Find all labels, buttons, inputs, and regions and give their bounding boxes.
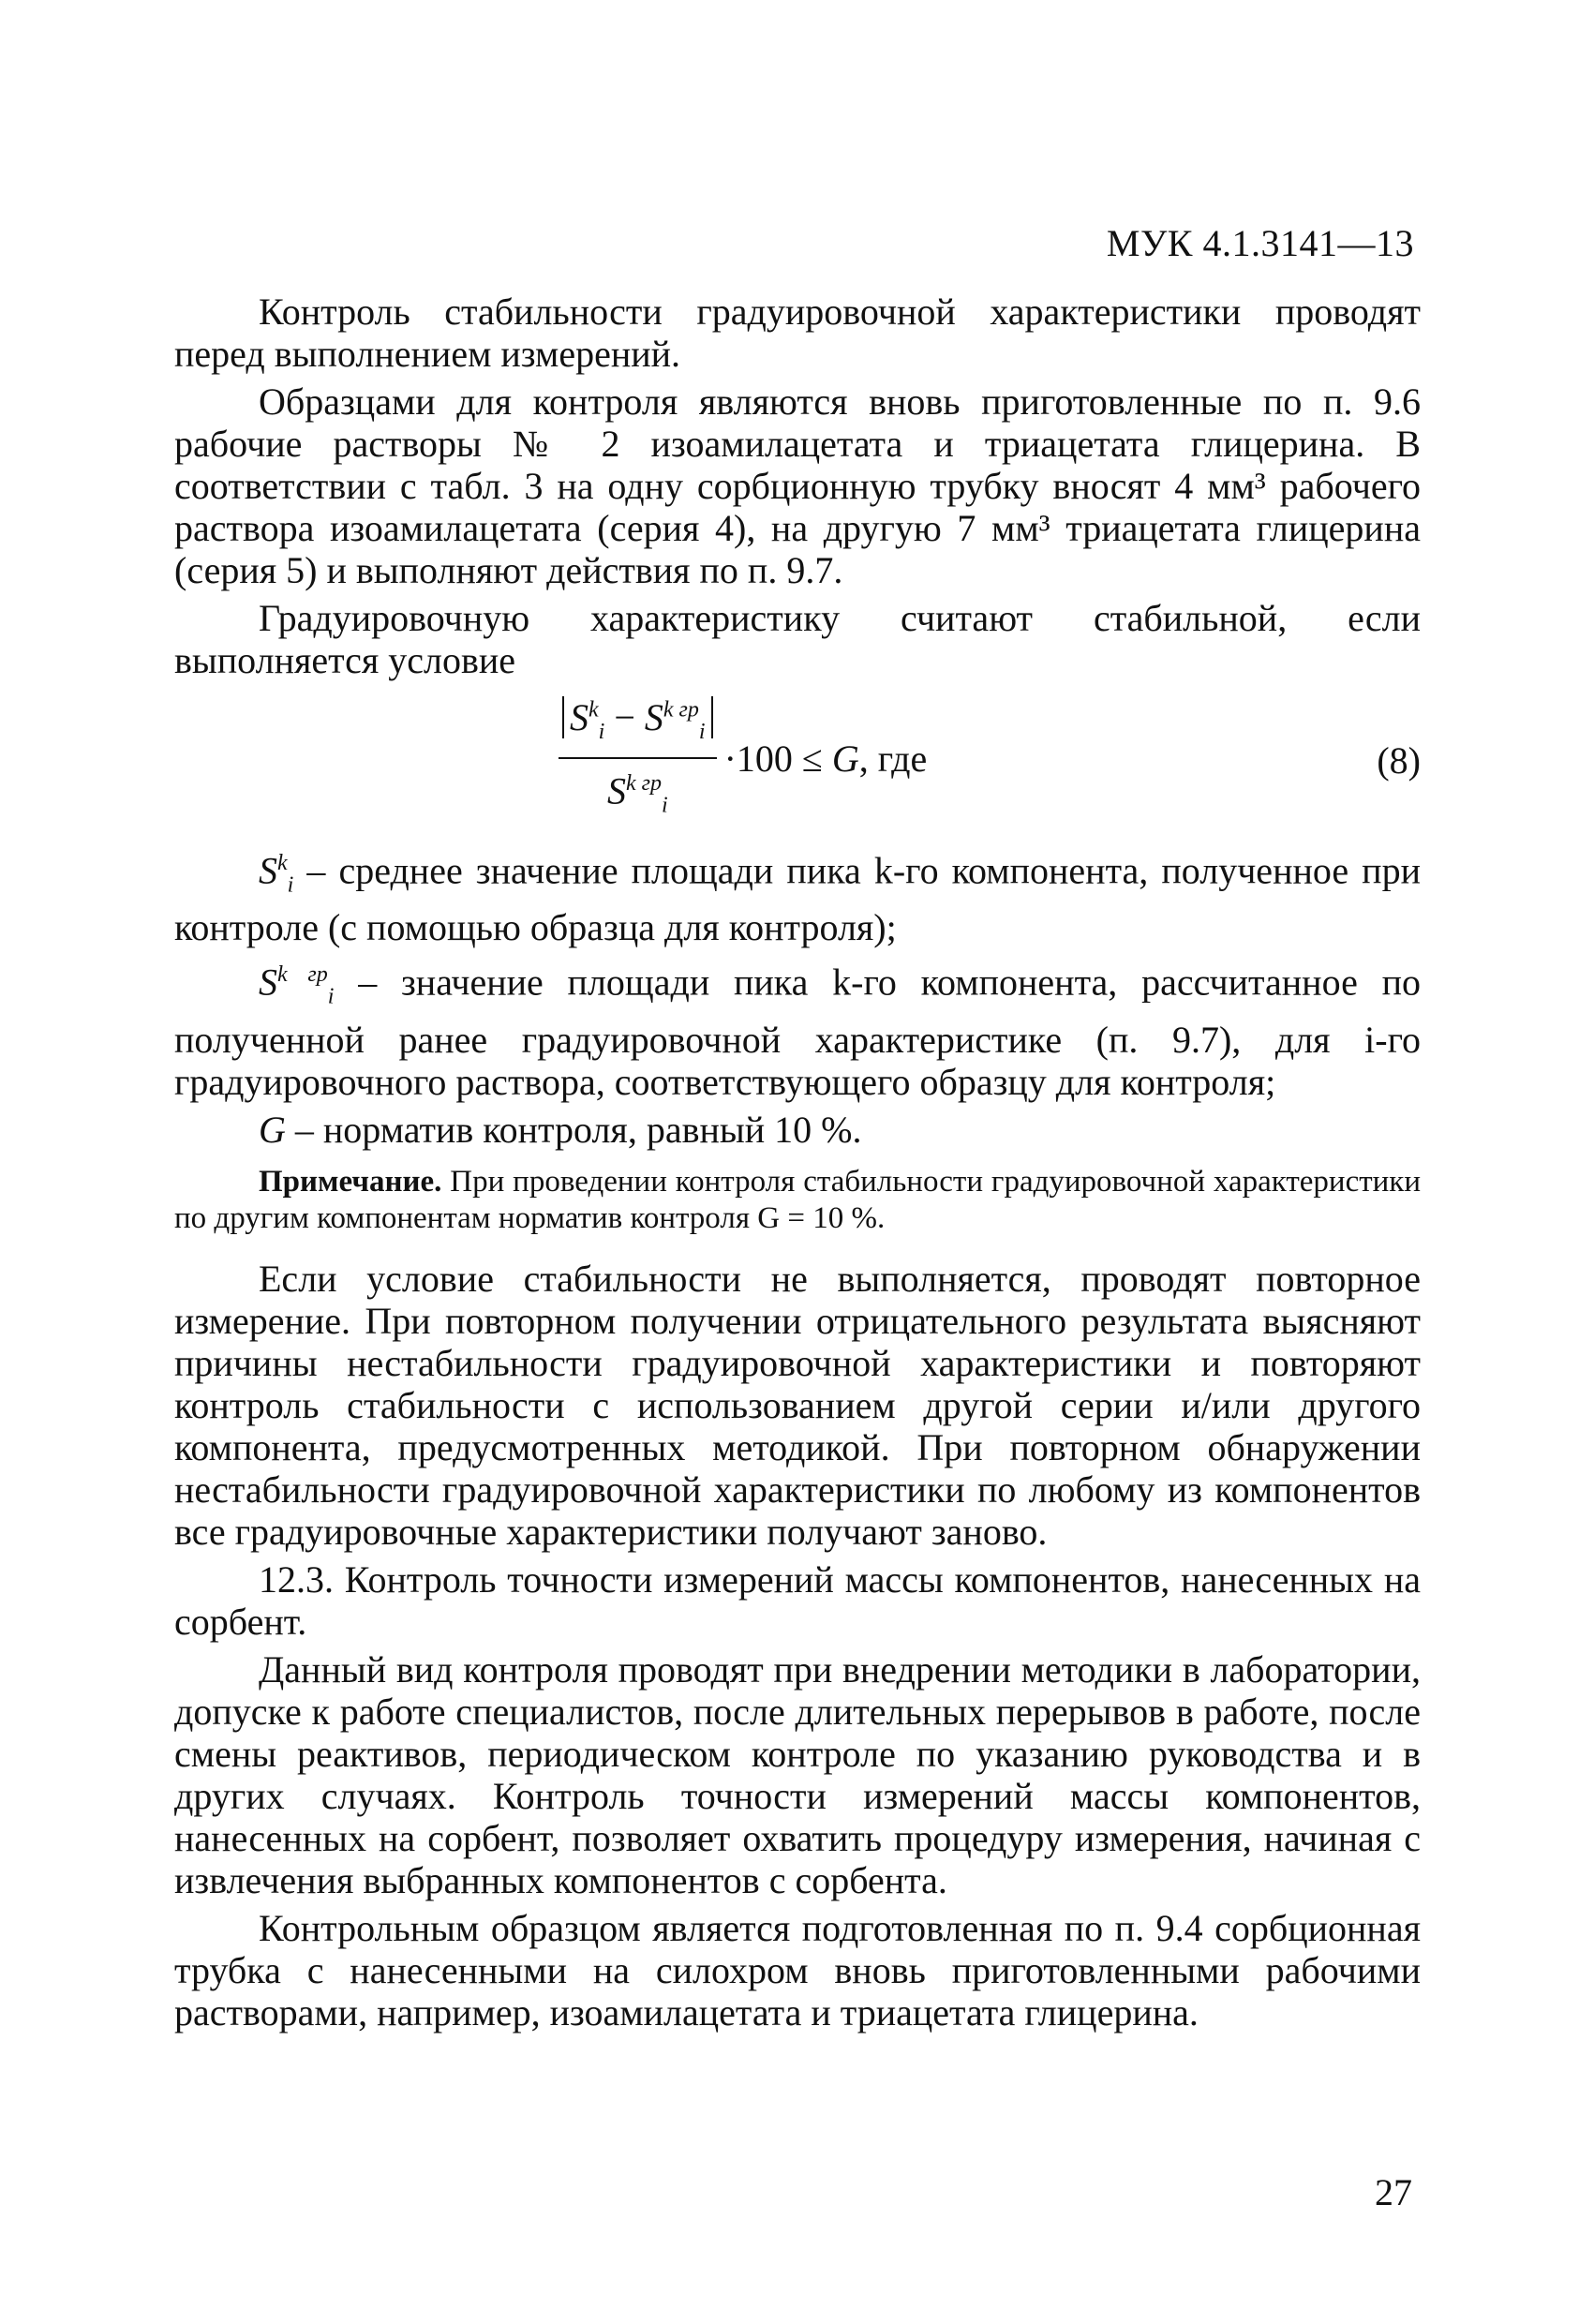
sup-k: k [277, 851, 288, 875]
minus-sign: − [614, 696, 635, 738]
where-text: , где [858, 737, 928, 780]
paragraph-condition: Градуировочную характеристику считают стабильной, если выполняется условие [174, 597, 1421, 681]
formula-expression [559, 693, 927, 824]
note [174, 1164, 1421, 1237]
definition-text: – норматив контроля, равный 10 %. [285, 1108, 862, 1151]
sup-kgr: k гр [663, 697, 699, 723]
paragraph-control-type: Данный вид контроля проводят при внедрении методики в лаборатории, допуске к работе специалистов, после длительных перерывов в работе, после смены реактивов, периодическом контроле по указанию руководства и в других случаях. Контроль точности измерений массы компонентов, нанесенных на сорбент, позволяет охватить процедуру измерения, начиная с извлечения выбранных компонентов с сорбента. [174, 1647, 1421, 1901]
formula-tail [724, 737, 928, 780]
definition-s-kgr-i [174, 954, 1421, 1102]
document-code-header: МУК 4.1.3141—13 [1106, 222, 1414, 264]
sup-kgr: k гр [625, 771, 662, 796]
var-s: S [606, 769, 626, 812]
sub-i: i [598, 720, 605, 744]
note-label: Примечание. [259, 1164, 442, 1199]
section-12-3-heading: 12.3. Контроль точности измерений массы компонентов, нанесенных на сорбент. [174, 1557, 1421, 1643]
var-s: S [570, 696, 588, 738]
var-g: G [259, 1108, 286, 1151]
paragraph-repeat-measurement: Если условие стабильности не выполняется, проводят повторное измерение. При повторном получении отрицательного результата выясняют причины нестабильности градуировочной характеристики и повторяют контроль стабильности с использованием другой серии и/или другого компонента, предусмотренных методикой. При повторном обнаружении нестабильности градуировочной характеристики по любому из компонентов все градуировочные характеристики получают заново. [174, 1257, 1421, 1553]
var-g: G [831, 737, 859, 780]
var-s: S [259, 849, 277, 892]
note-text: При проведении контроля стабильности градуировочной характеристики по другим компонентам норматив контроля G = 10 %. [174, 1164, 1421, 1235]
definition-g [174, 1109, 1421, 1151]
sub-i: i [661, 793, 668, 818]
definition-text: – значение площади пика k-го компонента, рассчитанное по полученной ранее градуировочной характеристике (п. 9.7), для i-го градуировочного раствора, соответствующего образцу для контроля; [174, 961, 1421, 1103]
var-s: S [644, 696, 663, 738]
fraction [559, 690, 717, 827]
absolute-value [562, 696, 713, 744]
sub-i: i [698, 720, 706, 744]
sub-i: i [327, 984, 335, 1009]
definition-s-k-i [174, 842, 1421, 948]
page-number: 27 [1375, 2171, 1412, 2213]
fraction-numerator [559, 690, 717, 759]
paragraph-control-sample: Контрольным образцом является подготовленная по п. 9.4 сорбционная трубка с нанесенными на силохром вновь приготовленными рабочими растворами, например, изоамилацетата и триацетата глицерина. [174, 1906, 1421, 2034]
definitions [174, 842, 1421, 1151]
paragraph-control-samples: Образцами для контроля являются вновь приготовленные по п. 9.6 рабочие растворы № 2 изоамилацетата и триацетата глицерина. В соответствии с табл. 3 на одну сорбционную трубку вносят 4 мм³ рабочего раствора изоамилацетата (серия 4), на другую 7 мм³ триацетата глицерина (серия 5) и выполняют действия по п. 9.7. [174, 380, 1421, 591]
var-s: S [259, 961, 277, 1004]
definition-text: – среднее значение площади пика k-го компонента, полученное при контроле (с помощью образца для контроля); [174, 849, 1421, 949]
sup-kgr: k гр [277, 962, 328, 988]
fraction-denominator [607, 759, 668, 827]
main-text [174, 290, 1421, 2039]
times-100: ·100 ≤ [723, 737, 823, 780]
sup-k: k [588, 697, 599, 723]
equation-number: (8) [1377, 739, 1421, 782]
formula-8 [174, 687, 1421, 826]
paragraph-stability-control: Контроль стабильности градуировочной характеристики проводят перед выполнением измерений. [174, 290, 1421, 375]
sub-i: i [287, 872, 294, 898]
